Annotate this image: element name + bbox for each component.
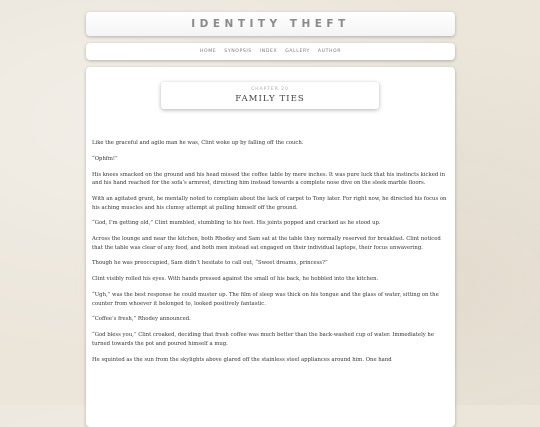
- story-paragraph: His knees smacked on the ground and his head missed the coffee table by mere inches. It was pure luck that his instincts kicked in and his hand reached for the sofa’s armrest, directing him instead towards a complete nose dive on the sleek marble floors.: [92, 171, 446, 187]
- story-paragraph: Clint visibly rolled his eyes. With hands pressed against the small of his back, he hobbled into the kitchen.: [92, 276, 379, 283]
- main-nav: [86, 43, 455, 60]
- chapter-heading: [161, 82, 379, 109]
- nav-synopsis[interactable]: SYNOPSIS: [224, 49, 252, 54]
- story-paragraph: “God bless you,” Clint croaked, deciding that fresh coffee was much better than the back-washed cup of water. Immediately he turned towards the pot and poured himself a mug.: [92, 332, 434, 347]
- story-paragraph: “God, I’m getting old,” Clint mumbled, stumbling to his feet. His joints popped and cracked as he stood up.: [92, 220, 381, 227]
- story-paragraph: “Ophfm!”: [92, 155, 118, 162]
- nav-home[interactable]: HOME: [199, 49, 217, 54]
- site-header: [86, 12, 455, 36]
- nav-index[interactable]: INDEX: [259, 49, 278, 54]
- story-content: [86, 67, 455, 427]
- story-paragraph: He squinted as the sun from the skylights above glared off the stainless steel appliances around him. One hand: [92, 356, 392, 363]
- story-paragraph: “Coffee’s fresh,” Rhodey announced.: [92, 316, 191, 323]
- story-paragraph: Like the graceful and agile man he was, Clint woke up by falling off the couch.: [92, 140, 304, 146]
- story-paragraph: Across the lounge and near the kitchen, both Rhodey and Sam sat at the table they normally reserved for breakfast. Clint noticed that the table was clear of any food, and both men instead sat engaged on their individual laptops, their focus unwavering.: [92, 236, 441, 251]
- story-paragraph: With an agitated grunt, he mentally noted to complain about the lack of carpet to Tony later. For right now, he directed his focus on his aching muscles and his clumsy attempt at pulling himself off the ground.: [92, 195, 447, 211]
- story-paragraph: “Ugh,” was the best response he could muster up. The film of sleep was thick on his tongue and the glass of water, sitting on the counter from whoever it belonged to, looked positively fantastic.: [92, 292, 439, 307]
- nav-author[interactable]: AUTHOR: [317, 49, 342, 54]
- chapter-number: CHAPTER 20: [251, 87, 289, 92]
- nav-gallery[interactable]: GALLERY: [285, 49, 310, 54]
- story-text: [92, 139, 449, 371]
- site-title[interactable]: IDENTITY THEFT: [191, 18, 350, 30]
- chapter-title: FAMILY TIES: [235, 94, 305, 104]
- story-paragraph: Though he was preoccupied, Sam didn’t hesitate to call out, “Sweet dreams, princess?”: [92, 260, 328, 267]
